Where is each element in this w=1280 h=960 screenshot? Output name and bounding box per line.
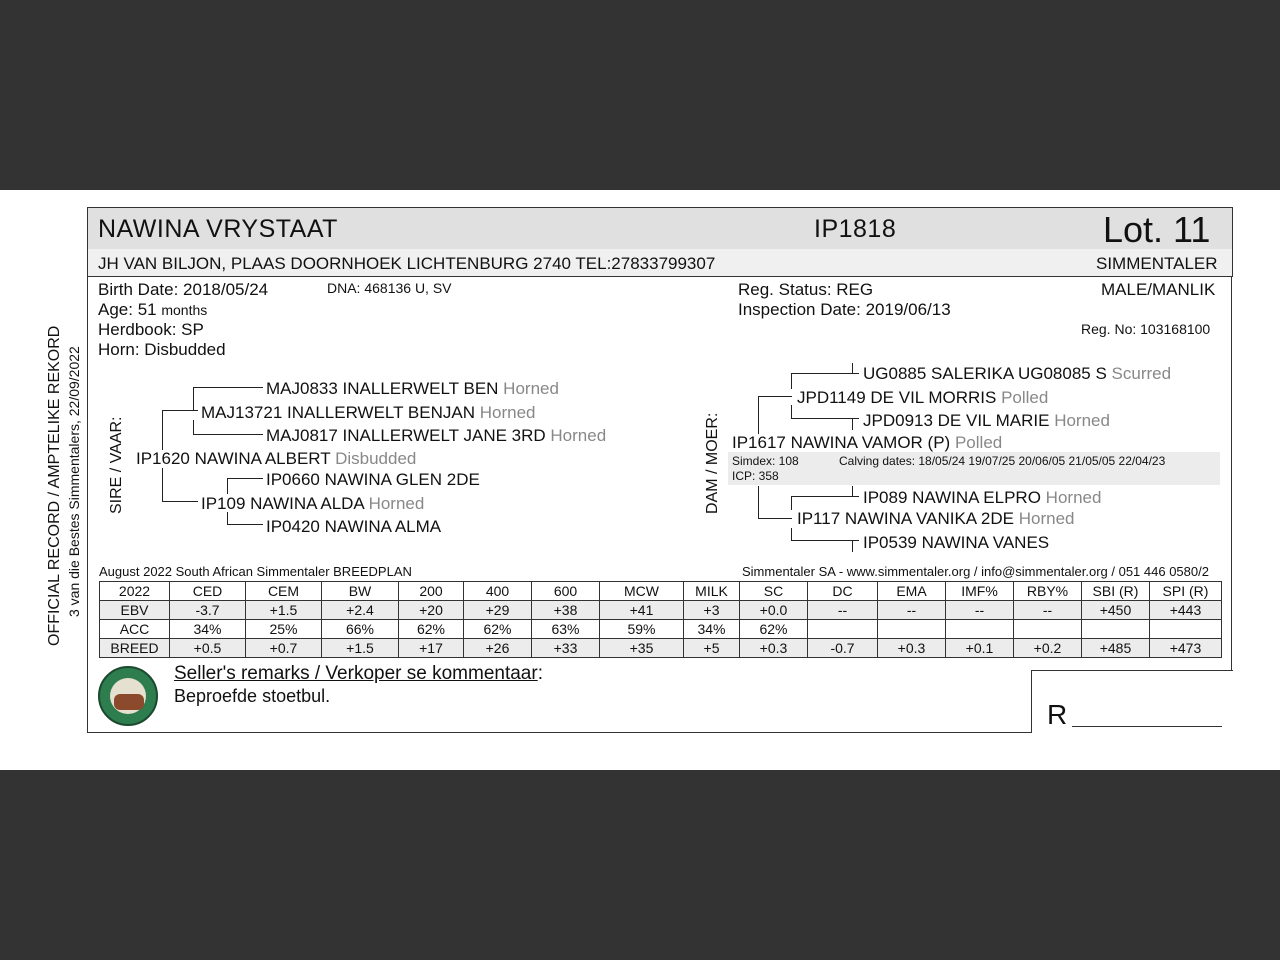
table-cell: IMF%: [946, 582, 1014, 601]
pedigree-sdd: IP0420 NAWINA ALMA: [266, 517, 442, 536]
table-cell: BW: [322, 582, 399, 601]
table-cell: 25%: [246, 620, 322, 639]
horn-status: Horn: Disbudded: [98, 340, 226, 359]
table-cell: [1150, 620, 1222, 639]
table-cell: 62%: [464, 620, 532, 639]
table-cell: +17: [399, 639, 464, 658]
table-cell: CEM: [246, 582, 322, 601]
table-cell: +29: [464, 601, 532, 620]
table-cell: +1.5: [246, 601, 322, 620]
table-cell: CED: [170, 582, 246, 601]
herdbook: Herdbook: SP: [98, 320, 204, 339]
table-cell: --: [946, 601, 1014, 620]
simmentaler-logo-icon: [98, 666, 158, 726]
table-cell: 600: [532, 582, 600, 601]
table-cell: DC: [808, 582, 878, 601]
inspection-date: Inspection Date: 2019/06/13: [738, 300, 951, 319]
table-cell: 2022: [100, 582, 170, 601]
table-cell: +41: [600, 601, 684, 620]
table-cell: 63%: [532, 620, 600, 639]
remarks-title: Seller's remarks / Verkoper se kommentaar:: [174, 663, 543, 684]
pedigree-ssd: MAJ0817 INALLERWELT JANE 3RD Horned: [266, 426, 607, 445]
table-cell: --: [1014, 601, 1082, 620]
pedigree-sire: IP1620 NAWINA ALBERT Disbudded: [136, 449, 417, 468]
breedplan-contact: Simmentaler SA - www.simmentaler.org / info@simmentaler.org / 051 446 0580/2: [742, 564, 1209, 579]
sire-label: SIRE / VAAR:: [108, 416, 125, 514]
table-cell: +473: [1150, 639, 1222, 658]
pedigree-ss: MAJ13721 INALLERWELT BENJAN Horned: [201, 403, 536, 422]
table-cell: --: [808, 601, 878, 620]
table-cell: +450: [1082, 601, 1150, 620]
table-cell: RBY%: [1014, 582, 1082, 601]
age: Age: 51 months: [98, 300, 208, 319]
table-cell: -3.7: [170, 601, 246, 620]
table-cell: -0.7: [808, 639, 878, 658]
pedigree-ddd: IP0539 NAWINA VANES: [863, 533, 1050, 552]
table-cell: +443: [1150, 601, 1222, 620]
table-header-row: [100, 582, 1222, 601]
table-cell: 34%: [684, 620, 740, 639]
pedigree-sd: IP109 NAWINA ALDA Horned: [201, 494, 425, 513]
table-cell: [946, 620, 1014, 639]
table-row: [100, 601, 1222, 620]
table-cell: [1014, 620, 1082, 639]
table-cell: EBV: [100, 601, 170, 620]
table-cell: +20: [399, 601, 464, 620]
table-cell: [878, 620, 946, 639]
table-cell: BREED: [100, 639, 170, 658]
table-row: [100, 620, 1222, 639]
table-row: [100, 639, 1222, 658]
table-cell: +0.7: [246, 639, 322, 658]
breed-label: SIMMENTALER: [1096, 254, 1218, 273]
table-cell: +0.1: [946, 639, 1014, 658]
birth-date: Birth Date: 2018/05/24: [98, 280, 269, 299]
table-cell: +35: [600, 639, 684, 658]
table-cell: MCW: [600, 582, 684, 601]
table-cell: 59%: [600, 620, 684, 639]
pedigree-sss: MAJ0833 INALLERWELT BEN Horned: [266, 379, 559, 398]
lot-number: Lot. 11: [1103, 209, 1211, 250]
source-label: 3 van die Bestes Simmentalers, 22/09/2022: [66, 346, 82, 617]
table-cell: +3: [684, 601, 740, 620]
table-cell: +0.5: [170, 639, 246, 658]
table-cell: ACC: [100, 620, 170, 639]
remarks-text: Beproefde stoetbul.: [174, 686, 331, 706]
table-cell: MILK: [684, 582, 740, 601]
animal-id: IP1818: [814, 215, 897, 243]
table-cell: SC: [740, 582, 808, 601]
table-cell: 62%: [399, 620, 464, 639]
table-cell: 66%: [322, 620, 399, 639]
pedigree-dam: IP1617 NAWINA VAMOR (P) Polled: [732, 433, 1003, 452]
table-cell: 200: [399, 582, 464, 601]
pedigree-dss: UG0885 SALERIKA UG08085 S Scurred: [863, 364, 1172, 383]
table-cell: [1082, 620, 1150, 639]
pedigree-dd: IP117 NAWINA VANIKA 2DE Horned: [797, 509, 1075, 528]
table-cell: SBI (R): [1082, 582, 1150, 601]
table-cell: +38: [532, 601, 600, 620]
reg-no: Reg. No: 103168100: [1081, 321, 1211, 337]
table-cell: EMA: [878, 582, 946, 601]
breedplan-note: August 2022 South African Simmentaler BREEDPLAN: [99, 564, 412, 579]
dam-label: DAM / MOER:: [704, 412, 721, 514]
pedigree-dds: IP089 NAWINA ELPRO Horned: [863, 488, 1102, 507]
simdex: Simdex: 108: [732, 454, 799, 468]
icp: ICP: 358: [732, 469, 779, 483]
table-cell: +0.3: [878, 639, 946, 658]
table-cell: +0.2: [1014, 639, 1082, 658]
table-cell: SPI (R): [1150, 582, 1222, 601]
reg-status: Reg. Status: REG: [738, 280, 874, 299]
table-cell: +1.5: [322, 639, 399, 658]
pedigree-dsd: JPD0913 DE VIL MARIE Horned: [863, 411, 1110, 430]
table-cell: +0.3: [740, 639, 808, 658]
owner-line: JH VAN BILJON, PLAAS DOORNHOEK LICHTENBURG 2740 TEL:27833799307: [98, 254, 716, 273]
table-cell: +2.4: [322, 601, 399, 620]
official-record-label: OFFICIAL RECORD / AMPTELIKE REKORD: [46, 325, 63, 646]
table-cell: +33: [532, 639, 600, 658]
table-cell: +0.0: [740, 601, 808, 620]
table-cell: 400: [464, 582, 532, 601]
price-currency: R: [1047, 699, 1068, 730]
pedigree-sds: IP0660 NAWINA GLEN 2DE: [266, 470, 480, 489]
sex: MALE/MANLIK: [1101, 280, 1216, 299]
table-cell: --: [878, 601, 946, 620]
pedigree-ds: JPD1149 DE VIL MORRIS Polled: [797, 388, 1049, 407]
dna: DNA: 468136 U, SV: [327, 280, 452, 296]
calving-dates: Calving dates: 18/05/24 19/07/25 20/06/05 21/05/05 22/04/23: [839, 454, 1166, 468]
table-cell: 34%: [170, 620, 246, 639]
price-line[interactable]: [1072, 726, 1222, 727]
farm-name: NAWINA VRYSTAAT: [98, 215, 338, 243]
table-cell: +485: [1082, 639, 1150, 658]
table-cell: [808, 620, 878, 639]
table-cell: 62%: [740, 620, 808, 639]
table-cell: +26: [464, 639, 532, 658]
table-cell: +5: [684, 639, 740, 658]
ebv-table: [99, 581, 1222, 658]
